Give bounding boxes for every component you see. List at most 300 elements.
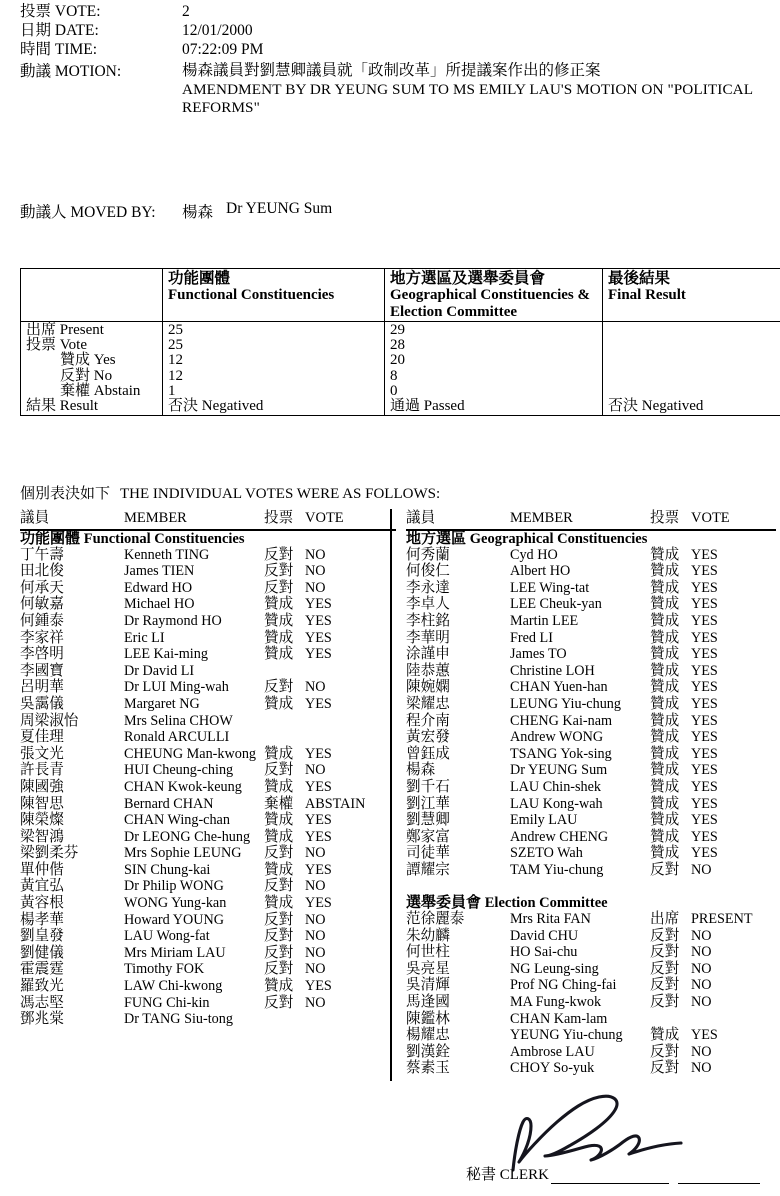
- vote-row: [20, 596, 396, 613]
- motion-text-english-line1: AMENDMENT BY DR YEUNG SUM TO MS EMILY LAU'S MOTION ON "POLITICAL: [182, 80, 754, 98]
- member-name-english: Emily LAU: [510, 812, 578, 829]
- member-vote-english: YES: [691, 596, 718, 613]
- member-vote-chinese: 贊成: [650, 579, 680, 596]
- member-name-english: James TO: [510, 646, 567, 663]
- clerk-label: 秘書 CLERK: [466, 1167, 549, 1183]
- member-name-chinese: 何世柱: [406, 944, 450, 961]
- member-name-chinese: 周梁淑怡: [20, 712, 79, 729]
- member-vote-english: YES: [691, 546, 718, 563]
- member-vote-chinese: 反對: [650, 994, 680, 1011]
- member-vote-chinese: 反對: [264, 579, 294, 596]
- member-name-chinese: 楊孝華: [20, 911, 64, 928]
- member-vote-chinese: 贊成: [650, 679, 680, 696]
- summary-label-vote: 投票 Vote: [26, 337, 87, 354]
- right-header-member-en: MEMBER: [510, 510, 573, 526]
- member-name-english: TSANG Yok-sing: [510, 745, 612, 762]
- member-name-chinese: 李家祥: [20, 629, 64, 646]
- summary-functional-vote: 25: [168, 337, 183, 354]
- summary-final-result: 否決 Negatived: [608, 397, 704, 414]
- member-vote-chinese: 贊成: [264, 778, 294, 795]
- member-vote-english: NO: [691, 927, 712, 944]
- member-vote-chinese: 反對: [650, 977, 680, 994]
- member-vote-chinese: 反對: [264, 928, 294, 945]
- vote-row: [20, 613, 396, 630]
- member-vote-english: YES: [691, 579, 718, 596]
- vote-row: [20, 812, 396, 829]
- vote-row: [20, 1011, 396, 1028]
- vote-row: [406, 563, 776, 580]
- member-vote-chinese: 反對: [650, 1043, 680, 1060]
- vote-row: [20, 978, 396, 995]
- member-vote-english: [305, 729, 396, 746]
- member-vote-english: NO: [305, 928, 326, 945]
- member-name-english: CHAN Kwok-keung: [124, 778, 242, 795]
- vote-summary-table: [20, 268, 780, 416]
- vote-row: [20, 829, 396, 846]
- member-name-english: CHOY So-yuk: [510, 1060, 595, 1077]
- member-vote-english: [305, 1011, 396, 1028]
- vote-row: [406, 1027, 776, 1044]
- member-name-english: HUI Cheung-ching: [124, 762, 234, 779]
- member-name-english: Andrew CHENG: [510, 828, 609, 845]
- vote-row: [406, 630, 776, 647]
- member-name-chinese: 涂謹申: [406, 646, 450, 663]
- vote-row: [20, 862, 396, 879]
- summary-header-final: [603, 269, 780, 322]
- member-vote-english: NO: [691, 944, 712, 961]
- member-vote-english: YES: [305, 629, 332, 646]
- member-vote-chinese: [264, 729, 305, 746]
- member-vote-chinese: 反對: [264, 845, 294, 862]
- member-vote-english: NO: [691, 1043, 712, 1060]
- right-vote-body: [406, 531, 776, 1077]
- member-name-chinese: 田北俊: [20, 563, 64, 580]
- member-name-chinese: 李啓明: [20, 646, 64, 663]
- vote-group-title: [20, 531, 396, 547]
- member-name-english: LAU Chin-shek: [510, 778, 602, 795]
- member-vote-chinese: 贊成: [264, 828, 294, 845]
- motion-text-chinese: 楊森議員對劉慧卿議員就「政制改革」所提議案作出的修正案: [182, 62, 601, 79]
- member-vote-chinese: 贊成: [650, 629, 680, 646]
- member-name-english: Cyd HO: [510, 546, 558, 563]
- member-vote-chinese: 反對: [650, 944, 680, 961]
- member-name-english: LEE Kai-ming: [124, 646, 208, 663]
- member-vote-english: YES: [691, 778, 718, 795]
- member-vote-chinese: 贊成: [650, 712, 680, 729]
- member-vote-english: YES: [305, 646, 332, 663]
- summary-final-blank-3: [608, 353, 780, 368]
- member-vote-english: YES: [691, 745, 718, 762]
- member-name-chinese: 劉皇發: [20, 928, 64, 945]
- right-header-vote-en: VOTE: [691, 510, 730, 526]
- vote-row: [406, 779, 776, 796]
- summary-functional-present: 25: [168, 322, 183, 338]
- member-vote-chinese: 贊成: [650, 729, 680, 746]
- member-name-chinese: 劉千石: [406, 778, 450, 795]
- vote-row: [20, 878, 396, 895]
- member-name-chinese: 鄭家富: [406, 828, 450, 845]
- member-vote-english: ABSTAIN: [305, 795, 366, 812]
- vote-row: [406, 911, 776, 928]
- vote-group-title-zh: 選舉委員會: [406, 895, 485, 912]
- member-name-english: WONG Yung-kan: [124, 895, 227, 912]
- member-name-english: TAM Yiu-chung: [510, 861, 604, 878]
- member-vote-chinese: 贊成: [650, 795, 680, 812]
- member-name-chinese: 吳清輝: [406, 977, 450, 994]
- member-name-chinese: 李卓人: [406, 596, 450, 613]
- vote-number-value: 2: [182, 3, 190, 20]
- member-name-chinese: 李國寶: [20, 662, 64, 679]
- member-vote-english: YES: [691, 695, 718, 712]
- vote-row: [20, 945, 396, 962]
- member-vote-english: NO: [691, 960, 712, 977]
- vote-row: [406, 845, 776, 862]
- member-vote-chinese: 贊成: [264, 695, 294, 712]
- time-label: 時間 TIME:: [20, 41, 98, 58]
- member-name-english: Fred LI: [510, 629, 553, 646]
- member-name-chinese: 程介南: [406, 712, 450, 729]
- member-vote-english: YES: [691, 795, 718, 812]
- member-name-english: Dr TANG Siu-tong: [124, 1011, 233, 1028]
- member-name-english: Timothy FOK: [124, 961, 205, 978]
- member-name-chinese: 李華明: [406, 629, 450, 646]
- member-vote-english: YES: [691, 612, 718, 629]
- vote-row: [20, 630, 396, 647]
- vote-row: [20, 762, 396, 779]
- member-vote-english: YES: [305, 596, 332, 613]
- member-vote-english: YES: [691, 828, 718, 845]
- summary-label-result: 結果 Result: [26, 397, 99, 414]
- member-vote-english: NO: [305, 878, 326, 895]
- member-name-english: Prof NG Ching-fai: [510, 977, 617, 994]
- vote-row: [406, 812, 776, 829]
- vote-group-title-zh: 功能團體: [20, 530, 84, 547]
- member-vote-english: YES: [305, 778, 332, 795]
- member-name-chinese: 何俊仁: [406, 563, 450, 580]
- member-vote-chinese: 贊成: [650, 612, 680, 629]
- member-name-chinese: 黃宜弘: [20, 878, 64, 895]
- member-name-english: James TIEN: [124, 563, 195, 580]
- member-vote-chinese: 贊成: [264, 978, 294, 995]
- member-name-chinese: 何秀蘭: [406, 546, 450, 563]
- member-name-chinese: 梁耀忠: [406, 695, 450, 712]
- member-name-english: Mrs Rita FAN: [510, 911, 591, 928]
- member-name-chinese: 劉漢銓: [406, 1043, 450, 1060]
- vote-group-title-zh: 地方選區: [406, 530, 470, 547]
- member-name-english: Dr LUI Ming-wah: [124, 679, 229, 696]
- summary-geographical-yes: 20: [390, 352, 405, 369]
- member-name-english: SZETO Wah: [510, 845, 583, 862]
- individual-votes-heading: [20, 482, 440, 503]
- right-header-member-zh: 議員: [406, 510, 436, 526]
- summary-functional-yes: 12: [168, 352, 183, 369]
- member-name-english: LAW Chi-kwong: [124, 978, 223, 995]
- member-name-english: Howard YOUNG: [124, 911, 224, 928]
- member-name-chinese: 梁劉柔芬: [20, 845, 79, 862]
- member-vote-english: NO: [305, 911, 326, 928]
- member-vote-english: NO: [305, 961, 326, 978]
- vote-meta: [20, 2, 760, 59]
- vote-row: [406, 928, 776, 945]
- member-name-chinese: 陸恭蕙: [406, 662, 450, 679]
- vote-row: [406, 862, 776, 879]
- member-vote-chinese: 贊成: [650, 745, 680, 762]
- member-name-chinese: 呂明華: [20, 679, 64, 696]
- member-vote-chinese: 反對: [264, 679, 294, 696]
- member-name-chinese: 張文光: [20, 745, 64, 762]
- member-vote-english: NO: [305, 994, 326, 1011]
- member-name-english: NG Leung-sing: [510, 960, 599, 977]
- member-name-chinese: 何鍾泰: [20, 612, 64, 629]
- member-name-chinese: 梁智鴻: [20, 828, 64, 845]
- member-vote-chinese: 反對: [264, 911, 294, 928]
- member-name-english: Bernard CHAN: [124, 795, 214, 812]
- left-vote-body: [20, 531, 396, 1028]
- vote-row: [20, 746, 396, 763]
- member-name-english: Mrs Selina CHOW: [124, 712, 233, 729]
- motion-text-english-line2: REFORMS": [182, 99, 260, 116]
- member-vote-english: YES: [305, 745, 332, 762]
- summary-header-functional: [163, 269, 385, 322]
- vote-group-title-en: Election Committee: [484, 895, 608, 912]
- vote-group-title-en: Functional Constituencies: [83, 530, 245, 547]
- vote-row: [406, 1060, 776, 1077]
- member-vote-chinese: 反對: [264, 563, 294, 580]
- member-name-chinese: 楊耀忠: [406, 1027, 450, 1044]
- right-column-headers: [406, 509, 776, 528]
- summary-geographical-no: 8: [390, 367, 398, 384]
- meta-row-date: [20, 21, 760, 40]
- vote-row: [20, 547, 396, 564]
- member-name-english: LAU Kong-wah: [510, 795, 603, 812]
- vote-row: [20, 713, 396, 730]
- member-name-english: HO Sai-chu: [510, 944, 578, 961]
- member-vote-chinese: [264, 663, 305, 680]
- member-vote-english: YES: [691, 1027, 718, 1044]
- member-name-english: David CHU: [510, 927, 579, 944]
- member-vote-english: NO: [305, 579, 326, 596]
- member-vote-english: NO: [305, 762, 326, 779]
- member-name-chinese: 單仲偕: [20, 861, 64, 878]
- member-name-english: Christine LOH: [510, 662, 595, 679]
- member-name-english: CHAN Yuen-han: [510, 679, 608, 696]
- left-vote-column: [20, 509, 396, 1028]
- member-name-english: LEE Wing-tat: [510, 579, 590, 596]
- member-name-chinese: 鄧兆棠: [20, 1011, 64, 1028]
- member-name-chinese: 夏佳理: [20, 729, 64, 746]
- member-name-chinese: 楊森: [406, 762, 436, 779]
- vote-row: [406, 596, 776, 613]
- member-name-english: Ambrose LAU: [510, 1043, 595, 1060]
- vote-row: [406, 679, 776, 696]
- summary-geographical-vote: 28: [390, 337, 405, 354]
- vote-row: [406, 646, 776, 663]
- member-name-chinese: 蔡素玉: [406, 1060, 450, 1077]
- member-name-english: Dr David LI: [124, 662, 195, 679]
- summary-label-no: 反對 No: [60, 367, 113, 384]
- member-vote-chinese: 贊成: [264, 745, 294, 762]
- member-vote-chinese: 贊成: [650, 662, 680, 679]
- vote-row: [20, 563, 396, 580]
- member-name-chinese: 李柱銘: [406, 612, 450, 629]
- member-name-chinese: 陳婉嫻: [406, 679, 450, 696]
- vote-row: [20, 796, 396, 813]
- member-vote-chinese: 反對: [264, 878, 294, 895]
- member-name-english: Mrs Sophie LEUNG: [124, 845, 242, 862]
- member-vote-english: NO: [691, 994, 712, 1011]
- vote-row: [406, 762, 776, 779]
- member-vote-chinese: 贊成: [650, 845, 680, 862]
- member-vote-chinese: 贊成: [650, 828, 680, 845]
- member-name-chinese: 馮志堅: [20, 994, 64, 1011]
- vote-number-label: 投票 VOTE:: [20, 3, 101, 20]
- summary-final-blank-5: [608, 384, 780, 399]
- member-vote-english: NO: [305, 679, 326, 696]
- clerk-signature-line-a: [551, 1168, 669, 1184]
- member-vote-english: PRESENT: [691, 911, 753, 928]
- vote-row: [406, 613, 776, 630]
- vote-row: [20, 912, 396, 929]
- member-vote-english: YES: [691, 812, 718, 829]
- vote-row: [406, 663, 776, 680]
- member-vote-chinese: 棄權: [264, 795, 294, 812]
- member-vote-english: YES: [691, 845, 718, 862]
- vote-row: [406, 961, 776, 978]
- vote-row: [20, 779, 396, 796]
- member-name-chinese: 朱幼麟: [406, 927, 450, 944]
- vote-row: [406, 729, 776, 746]
- member-vote-chinese: 反對: [264, 546, 294, 563]
- member-name-chinese: 李永達: [406, 579, 450, 596]
- vote-row: [406, 1011, 776, 1028]
- vote-row: [406, 796, 776, 813]
- summary-functional-result: 否決 Negatived: [168, 397, 264, 414]
- member-name-english: CHAN Kam-lam: [510, 1010, 608, 1027]
- summary-values-final: [603, 322, 780, 416]
- vote-row: [406, 1044, 776, 1061]
- member-vote-chinese: 贊成: [264, 612, 294, 629]
- member-vote-chinese: [264, 1011, 305, 1028]
- individual-votes-heading-zh: 個別表決如下: [20, 486, 111, 502]
- vote-row: [406, 829, 776, 846]
- summary-header-blank: [21, 269, 163, 322]
- member-name-chinese: 黃宏發: [406, 729, 450, 746]
- summary-row-labels: [21, 322, 163, 416]
- vote-row: [20, 845, 396, 862]
- member-vote-english: NO: [305, 944, 326, 961]
- member-vote-chinese: 反對: [650, 861, 680, 878]
- member-vote-english: YES: [305, 612, 332, 629]
- member-name-english: Kenneth TING: [124, 546, 210, 563]
- member-vote-english: [691, 1011, 776, 1028]
- summary-values-functional: [163, 322, 385, 416]
- vote-row: [20, 961, 396, 978]
- summary-final-blank-2: [608, 338, 780, 353]
- summary-header-geographical-zh: 地方選區及選舉委員會: [390, 270, 546, 287]
- member-vote-english: YES: [691, 662, 718, 679]
- vote-row: [20, 895, 396, 912]
- meta-row-time: [20, 40, 760, 59]
- member-name-english: YEUNG Yiu-chung: [510, 1027, 623, 1044]
- member-vote-chinese: 贊成: [650, 762, 680, 779]
- member-vote-english: NO: [691, 977, 712, 994]
- vote-group-title-en: Geographical Constituencies: [469, 530, 648, 547]
- member-name-english: Dr LEONG Che-hung: [124, 828, 251, 845]
- member-name-english: Andrew WONG: [510, 729, 604, 746]
- summary-label-abstain: 棄權 Abstain: [60, 382, 141, 399]
- summary-header-row: [21, 269, 780, 322]
- member-name-chinese: 劉江華: [406, 795, 450, 812]
- member-name-english: Albert HO: [510, 563, 571, 580]
- summary-values-geographical: [385, 322, 603, 416]
- member-vote-english: YES: [305, 812, 332, 829]
- summary-geographical-abstain: 0: [390, 382, 398, 399]
- member-name-english: LEUNG Yiu-chung: [510, 695, 621, 712]
- member-name-english: FUNG Chi-kin: [124, 994, 210, 1011]
- member-vote-chinese: 反對: [650, 1060, 680, 1077]
- summary-label-yes: 贊成 Yes: [60, 352, 116, 369]
- moved-by-label: 動議人 MOVED BY:: [20, 204, 156, 221]
- member-vote-english: [305, 663, 396, 680]
- left-header-vote-en: VOTE: [305, 510, 344, 526]
- left-column-headers: [20, 509, 396, 528]
- member-vote-english: YES: [305, 828, 332, 845]
- vote-group-title: [406, 895, 776, 911]
- member-name-chinese: 曾鈺成: [406, 745, 450, 762]
- member-vote-chinese: 贊成: [650, 778, 680, 795]
- member-name-chinese: 陳鑑林: [406, 1010, 450, 1027]
- left-header-member-zh: 議員: [20, 510, 50, 526]
- member-name-english: Mrs Miriam LAU: [124, 944, 226, 961]
- member-vote-english: YES: [305, 895, 332, 912]
- member-vote-chinese: 反對: [650, 960, 680, 977]
- summary-final-blank-1: [608, 323, 780, 338]
- member-name-english: CHEUNG Man-kwong: [124, 745, 257, 762]
- right-vote-column: [400, 509, 776, 1077]
- left-header-vote-zh: 投票: [264, 510, 294, 526]
- member-name-english: Dr Raymond HO: [124, 612, 222, 629]
- member-name-chinese: 陳榮燦: [20, 812, 64, 829]
- vote-row: [406, 977, 776, 994]
- member-name-chinese: 許長青: [20, 762, 64, 779]
- member-vote-english: NO: [305, 563, 326, 580]
- vote-row: [20, 663, 396, 680]
- vote-row: [20, 729, 396, 746]
- summary-functional-abstain: 1: [168, 382, 176, 399]
- member-vote-chinese: 贊成: [264, 895, 294, 912]
- member-vote-chinese: 反對: [264, 961, 294, 978]
- member-name-chinese: 吳靄儀: [20, 695, 64, 712]
- member-vote-chinese: 贊成: [650, 1027, 680, 1044]
- member-vote-english: YES: [691, 729, 718, 746]
- member-vote-chinese: 贊成: [650, 596, 680, 613]
- motion-text: [182, 62, 760, 118]
- member-name-chinese: 霍震霆: [20, 961, 64, 978]
- vote-row: [406, 580, 776, 597]
- member-name-chinese: 何敏嘉: [20, 596, 64, 613]
- right-header-vote-zh: 投票: [650, 510, 680, 526]
- summary-header-functional-zh: 功能團體: [168, 270, 231, 287]
- member-name-english: Margaret NG: [124, 695, 200, 712]
- member-vote-chinese: 反對: [264, 944, 294, 961]
- member-name-chinese: 羅致光: [20, 978, 64, 995]
- member-name-chinese: 譚耀宗: [406, 861, 450, 878]
- member-vote-chinese: 贊成: [264, 629, 294, 646]
- meta-row-vote: [20, 2, 760, 21]
- member-vote-english: [305, 713, 396, 730]
- vote-group-title: [406, 531, 776, 547]
- left-header-member-en: MEMBER: [124, 510, 187, 526]
